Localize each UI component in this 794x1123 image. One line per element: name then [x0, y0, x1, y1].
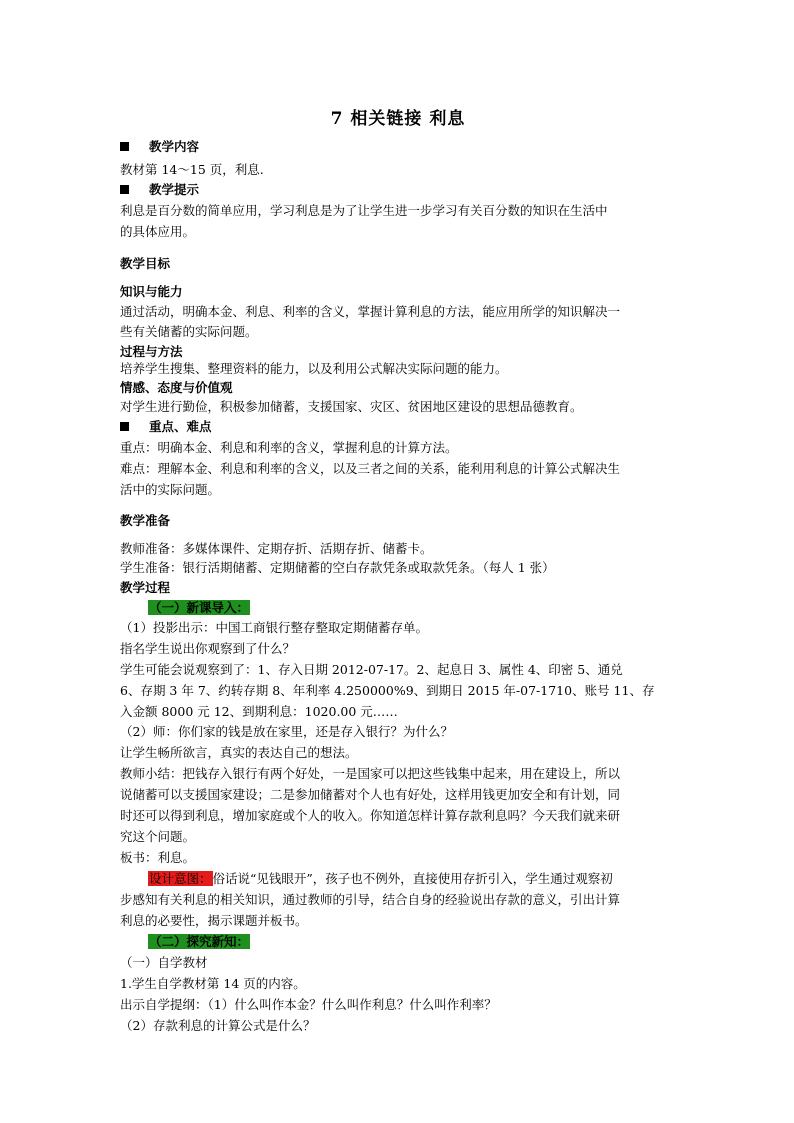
process-heading: 过程与方法	[120, 344, 183, 359]
bullet-square-icon	[120, 185, 129, 194]
paragraph-9: （一）自学教材	[120, 955, 208, 970]
process-main-heading: 教学过程	[120, 580, 171, 595]
emotion-text: 对学生进行勤俭，积极参加储蓄，支援国家、灾区、贫困地区建设的思想品德教育。	[120, 399, 583, 414]
key-heading: 重点、难点	[120, 419, 212, 435]
paragraph-6-line-4: 究这个问题。	[120, 829, 196, 844]
knowledge-text-2: 些有关储蓄的实际问题。	[120, 324, 258, 339]
paragraph-8-line-3: 利息的必要性，揭示课题并板书。	[120, 913, 308, 928]
paragraph-1: （1）投影出示：中国工商银行整存整取定期储蓄存单。	[120, 620, 428, 635]
emotion-heading: 情感、态度与价值观	[120, 380, 233, 395]
process-text: 培养学生搜集、整理资料的能力，以及利用公式解决实际问题的能力。	[120, 361, 508, 376]
paragraph-8-line-1: 设计意图：俗话说“见钱眼开”，孩子也不例外，直接使用存折引入，学生通过观察初	[149, 871, 613, 886]
paragraph-6-line-1: 教师小结：把钱存入银行有两个好处，一是国家可以把这些钱集中起来，用在建设上，所以	[120, 766, 621, 781]
paragraph-8-line-2: 步感知有关利息的相关知识，通过教师的引导，结合自身的经验说出存款的意义，引出计算	[120, 892, 621, 907]
knowledge-text-1: 通过活动，明确本金、利息、利率的含义，掌握计算利息的方法，能应用所学的知识解决一	[120, 304, 621, 319]
key-text: 重点：明确本金、利息和利率的含义，掌握利息的计算方法。	[120, 440, 458, 455]
paragraph-4: （2）师：你们家的钱是放在家里，还是存入银行？为什么？	[120, 724, 453, 739]
goals-heading: 教学目标	[120, 256, 171, 271]
content-heading: 教学内容	[120, 139, 199, 155]
prep-teacher: 教师准备：多媒体课件、定期存折、活期存折、储蓄卡。	[120, 541, 433, 556]
paragraph-6-line-2: 说储蓄可以支援国家建设；二是参加储蓄对个人也有好处，这样用钱更加安全和有计划，同	[120, 787, 621, 802]
design-intent-label: 设计意图：	[149, 871, 212, 886]
paragraph-3-line-2: 6、存期 3 年 7、约转存期 8、年利率 4.250000%9、到期日 2015 年-07-1710、账号 11、存	[120, 683, 655, 698]
content-text: 教材第 14～15 页，利息.	[120, 162, 264, 177]
paragraph-10: 1.学生自学教材第 14 页的内容。	[120, 976, 306, 991]
prep-heading: 教学准备	[120, 513, 171, 528]
step2-label: （二）探究新知：	[149, 934, 250, 949]
paragraph-6-line-3: 时还可以得到利息，增加家庭或个人的收入。你知道怎样计算存款利息吗？今天我们就来研	[120, 808, 621, 823]
hint-heading: 教学提示	[120, 182, 199, 198]
bullet-square-icon	[120, 422, 129, 431]
bullet-square-icon	[120, 142, 129, 151]
step1-label: （一）新课导入：	[149, 600, 250, 615]
knowledge-heading: 知识与能力	[120, 284, 183, 299]
hint-text-1: 利息是百分数的简单应用，学习利息是为了让学生进一步学习有关百分数的知识在生活中	[120, 203, 608, 218]
paragraph-3-line-1: 学生可能会说观察到了：1、存入日期 2012-07-17。2、起息日 3、属性 4、印密 5、通兑	[120, 662, 623, 677]
difficult-text-1: 难点：理解本金、利息和利率的含义，以及三者之间的关系，能利用利息的计算公式解决生	[120, 461, 621, 476]
paragraph-11: 出示自学提纲：（1）什么叫作本金？什么叫作利息？什么叫作利率？	[120, 997, 497, 1012]
paragraph-5: 让学生畅所欲言，真实的表达自己的想法。	[120, 745, 358, 760]
paragraph-3-line-3: 入金额 8000 元 12、到期利息：1020.00 元……	[120, 704, 398, 719]
paragraph-2: 指名学生说出你观察到了什么？	[120, 641, 296, 656]
paragraph-12: （2）存款利息的计算公式是什么？	[120, 1018, 316, 1033]
prep-student: 学生准备：银行活期储蓄、定期储蓄的空白存款凭条或取款凭条。（每人 1 张）	[120, 560, 555, 575]
paragraph-7: 板书：利息。	[120, 850, 196, 865]
hint-text-2: 的具体应用。	[120, 224, 196, 239]
difficult-text-2: 活中的实际问题。	[120, 482, 221, 497]
page-title: 7 相关链接 利息	[330, 109, 466, 129]
